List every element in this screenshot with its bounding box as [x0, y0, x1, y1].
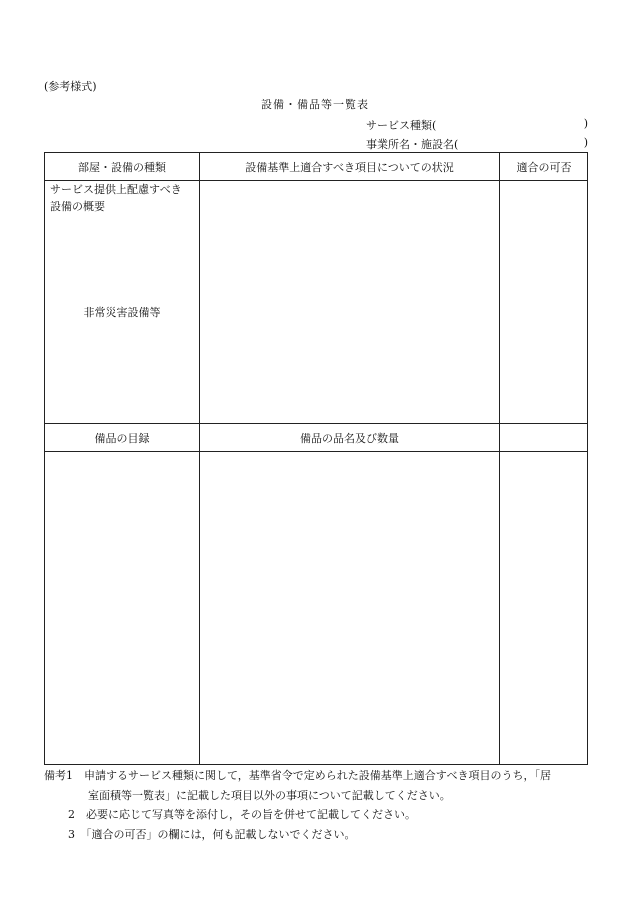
note-2: 2 必要に応じて写真等を添付し，その旨を併せて記載してください。	[68, 808, 416, 821]
header-compliance-yes-no: 適合の可否	[516, 161, 572, 174]
form-reference-label: (参考様式)	[44, 80, 97, 93]
note-1-line-2: 室面積等一覧表」に記載した項目以外の事項について記載してください。	[88, 789, 451, 802]
equipment-name-quantity-cell[interactable]	[200, 452, 499, 764]
header-standard-compliance-status: 設備基準上適合すべき項目についての状況	[245, 161, 454, 174]
compliance-yes-no-cell	[500, 181, 588, 423]
equipment-compliance-cell	[500, 452, 588, 764]
header-equipment-name-quantity: 備品の品名及び数量	[300, 432, 399, 445]
section-divider	[45, 423, 587, 424]
compliance-status-cell[interactable]	[200, 181, 499, 423]
service-type-line	[366, 117, 588, 133]
equipment-catalog-cell[interactable]	[45, 452, 199, 764]
facility-name-close-paren: )	[583, 136, 588, 149]
service-type-label: サービス種類(	[366, 119, 437, 132]
facility-name-line	[366, 136, 588, 152]
note-3: 3 「適合の可否」の欄には，何も記載しないでください。	[68, 828, 356, 841]
service-equipment-label	[50, 181, 182, 215]
equipment-table	[44, 152, 588, 765]
header-room-equipment-type: 部屋・設備の種類	[78, 161, 166, 174]
disaster-equipment-label: 非常災害設備等	[83, 306, 161, 319]
service-equipment-label-line2: 設備の概要	[50, 200, 105, 213]
service-equipment-label-line1: サービス提供上配慮すべき	[50, 183, 182, 196]
note-1-line-1: 備考1 申請するサービス種類に関して，基準省令で定められた設備基準上適合すべき項目のうち，「居	[44, 769, 552, 782]
facility-name-label: 事業所名・施設名(	[366, 138, 459, 151]
document-title: 設備・備品等一覧表	[261, 98, 369, 111]
service-type-close-paren: )	[583, 117, 588, 130]
header-equipment-catalog: 備品の目録	[94, 432, 150, 445]
